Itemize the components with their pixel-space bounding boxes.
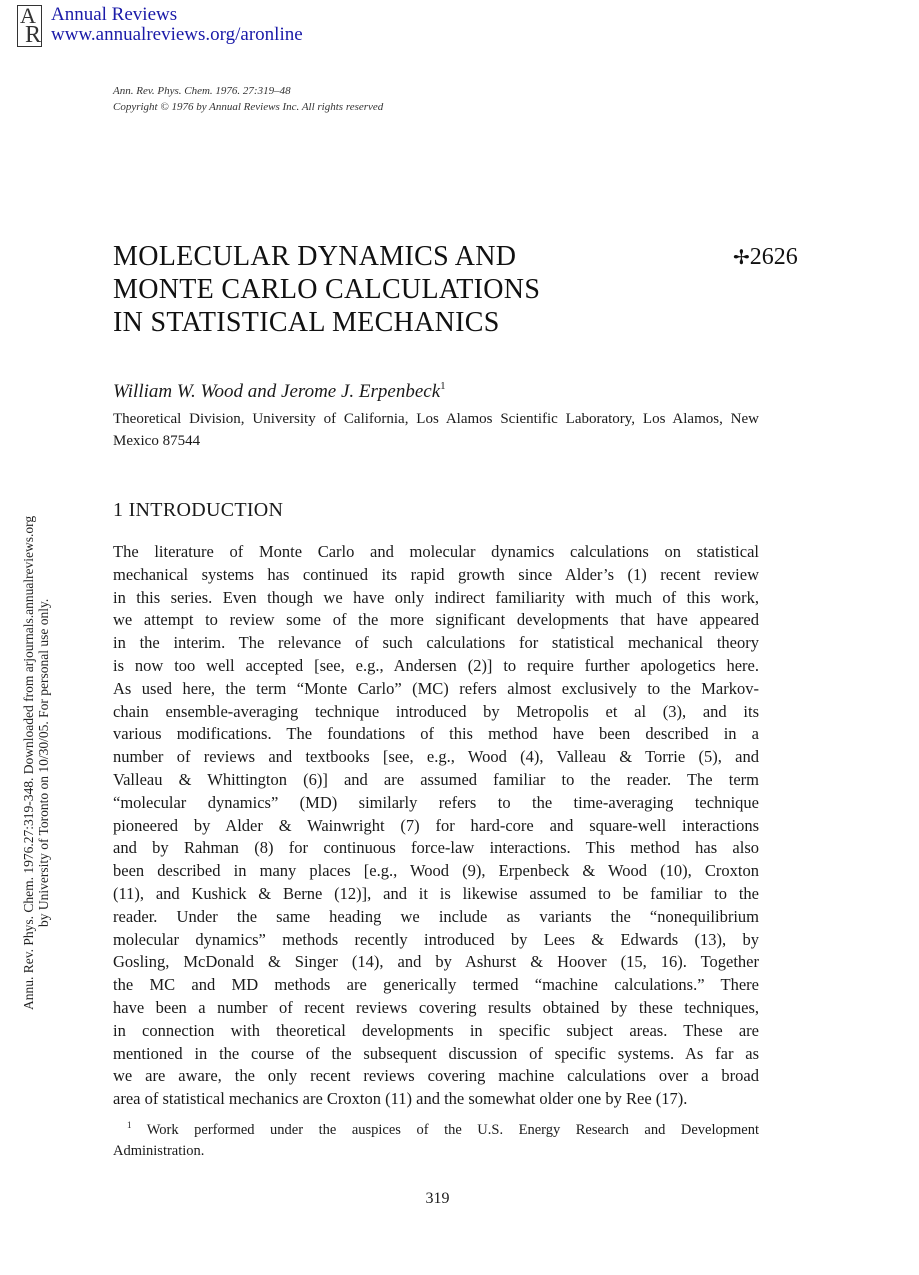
code-mark-icon: ✢ <box>733 247 750 269</box>
text-line: pioneered by Alder & Wainwright (7) for hard-core and square-well interactions <box>113 815 759 835</box>
url-link[interactable]: www.annualreviews.org/aronline <box>51 24 303 45</box>
footnote-text: Work performed under the auspices of the U.S. Energy Research and Development <box>146 1122 759 1138</box>
page-number: 319 <box>425 1190 450 1207</box>
journal-citation-block <box>113 83 383 115</box>
title-line: MOLECULAR DYNAMICS AND <box>113 241 517 272</box>
text-line: we are aware, the only recent reviews covering machine calculations over a broad <box>113 1066 759 1086</box>
affiliation: Theoretical Division, University of California, Los Alamos Scientific Laboratory, Los Alamos, New Mexico 87544 <box>113 411 759 449</box>
text-line: mentioned in the course of the subsequent discussion of specific systems. As far as <box>113 1043 759 1063</box>
text-line: chain ensemble-averaging technique introduced by Metropolis et al (3), and its <box>113 701 759 721</box>
title-line: IN STATISTICAL MECHANICS <box>113 307 500 338</box>
watermark-line-2: by University of Toronto on 10/30/05. For personal use only. <box>35 598 51 928</box>
text-line: various modifications. The foundations of this method have been described in a <box>113 724 759 744</box>
footnote-line: Administration. <box>113 1143 205 1159</box>
footnote-mark: 1 <box>127 1120 132 1130</box>
text-line: molecular dynamics” methods recently introduced by Lees & Edwards (13), by <box>113 929 759 949</box>
text-line: and by Rahman (8) for continuous force-law interactions. This method has also <box>113 838 759 858</box>
text-line: have been a number of recent reviews covering results obtained by these techniques, <box>113 997 759 1017</box>
section-heading: 1 INTRODUCTION <box>113 499 284 521</box>
text-line: Gosling, McDonald & Singer (14), and by Ashurst & Hoover (15, 16). Together <box>113 952 759 972</box>
text-line: reader. Under the same heading we include as variants the “nonequilibrium <box>113 906 759 926</box>
footnote-line <box>113 1115 759 1141</box>
text-line: number of reviews and textbooks [see, e.g., Wood (4), Valleau & Torrie (5), and <box>113 747 759 767</box>
text-line: the MC and MD methods are generically termed “machine calculations.” There <box>113 975 759 995</box>
text-line: in this series. Even though we have only indirect familiarity with much of this work, <box>113 587 759 607</box>
code-number: 2626 <box>749 244 798 270</box>
download-watermark <box>22 516 51 1010</box>
article-code <box>733 242 798 273</box>
title-line: MONTE CARLO CALCULATIONS <box>113 274 541 305</box>
watermark-line-1: Annu. Rev. Phys. Chem. 1976.27:319-348. Downloaded from arjournals.annualreviews.org <box>21 515 36 1010</box>
text-line: The literature of Monte Carlo and molecular dynamics calculations on statistical <box>113 542 759 561</box>
text-line: is now too well accepted [see, e.g., Andersen (2)] to require further apologetics here. <box>113 655 759 675</box>
annual-reviews-logo[interactable] <box>17 5 42 47</box>
copyright-line: Copyright © 1976 by Annual Reviews Inc. All rights reserved <box>113 101 384 113</box>
logo-letter-r: R <box>25 22 42 48</box>
footnote <box>113 1115 759 1162</box>
text-line: we attempt to review some of the more significant developments that have appeared <box>113 610 759 630</box>
text-line: “molecular dynamics” (MD) similarly refers to the time-averaging technique <box>113 792 759 812</box>
text-line: Valleau & Whittington (6)] and are assumed familiar to the reader. The term <box>113 769 759 789</box>
author-footnote-mark: 1 <box>440 380 446 392</box>
text-line: (11), and Kushick & Berne (12)], and it is likewise assumed to be familiar to the <box>113 883 759 903</box>
text-line: area of statistical mechanics are Croxton (11) and the somewhat older one by Ree (17). <box>113 1089 688 1109</box>
logo-letter-a: A <box>20 3 36 28</box>
publisher-link[interactable]: Annual Reviews <box>51 4 178 25</box>
text-line: in connection with theoretical developments in specific subject areas. These are <box>113 1020 759 1040</box>
authors: William W. Wood and Jerome J. Erpenbeck <box>113 381 441 402</box>
body-paragraph <box>113 541 759 1111</box>
text-line: As used here, the term “Monte Carlo” (MC) refers almost exclusively to the Markov- <box>113 678 759 698</box>
authors-line <box>113 380 446 403</box>
text-line: been described in many places [e.g., Wood (9), Erpenbeck & Wood (10), Croxton <box>113 861 759 881</box>
text-line: mechanical systems has continued its rapid growth since Alder’s (1) recent review <box>113 564 759 584</box>
journal-citation: Ann. Rev. Phys. Chem. 1976. 27:319–48 <box>113 85 291 97</box>
article-title <box>113 240 540 339</box>
header-links <box>51 5 303 45</box>
text-line: in the interim. The relevance of such calculations for statistical mechanical theory <box>113 633 759 653</box>
